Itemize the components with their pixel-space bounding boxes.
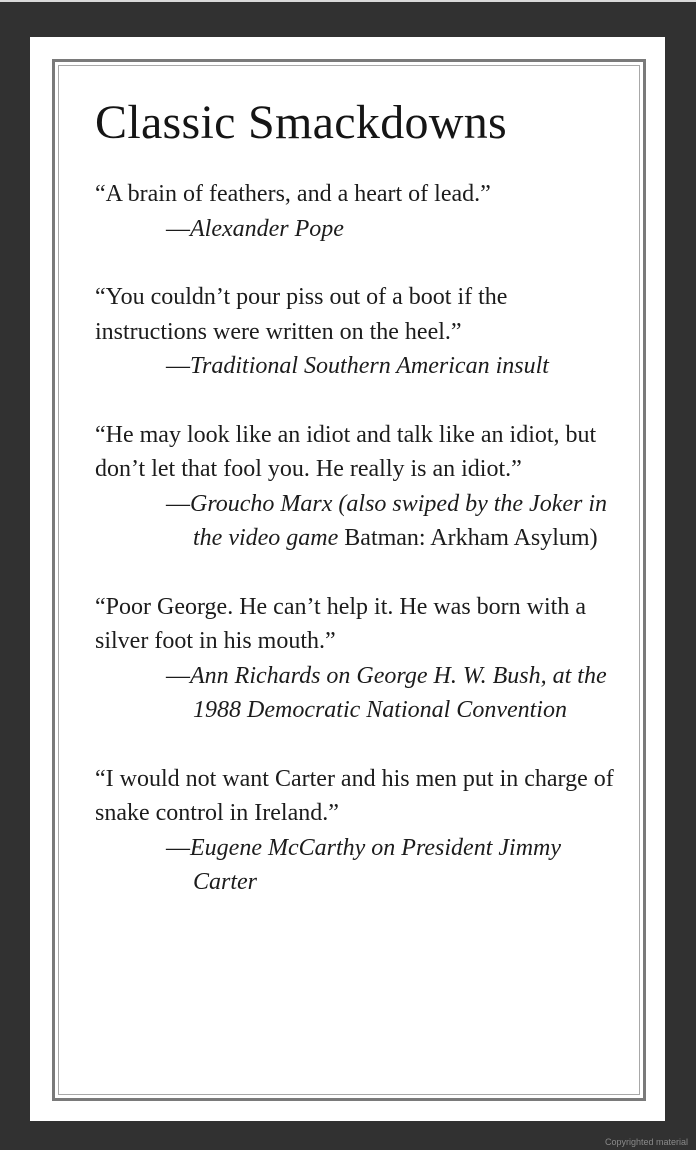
quote-attribution [95, 487, 615, 556]
attribution-dash: — [166, 490, 190, 517]
attribution-dash: — [166, 834, 190, 861]
attribution-text: Groucho Marx (also swiped by the Joker in the video game [190, 490, 608, 551]
attribution-dash: — [166, 353, 190, 379]
attribution-dash: — [166, 215, 190, 242]
page-title: Classic Smackdowns [95, 96, 508, 149]
quote-block [95, 418, 615, 556]
attribution-text: Eugene McCarthy on President Jimmy Carter [190, 834, 562, 895]
copyright-watermark: Copyrighted material [604, 1137, 688, 1147]
quote-block [95, 280, 615, 384]
quote-attribution [95, 831, 615, 900]
page-content [95, 96, 615, 934]
quote-text: “Poor George. He can’t help it. He was born with a silver foot in his mouth.” [95, 593, 586, 654]
attribution-game-title: Batman: Arkham Asylum [344, 525, 590, 551]
attribution-text: Alexander Pope [190, 215, 344, 242]
quote-block [95, 590, 615, 728]
quote-block [95, 177, 615, 246]
quote-attribution [95, 349, 615, 384]
quote-text: “He may look like an idiot and talk like an idiot, but don’t let that fool you. He really is an idiot.” [95, 421, 597, 482]
attribution-close-paren: ) [589, 525, 598, 551]
book-page [30, 37, 665, 1121]
attribution-text: Ann Richards on George H. W. Bush, at the 1988 Democratic National Convention [190, 662, 607, 723]
attribution-dash: — [166, 662, 190, 689]
top-edge [0, 0, 696, 2]
quote-block [95, 762, 615, 900]
quote-text: “I would not want Carter and his men put in charge of snake control in Ireland.” [95, 765, 614, 826]
quote-text: “A brain of feathers, and a heart of lead.” [95, 181, 491, 207]
quote-text: “You couldn’t pour piss out of a boot if the instructions were written on the heel.” [95, 284, 508, 345]
attribution-text: Traditional Southern American insult [190, 353, 549, 379]
quote-attribution [95, 212, 615, 247]
quote-attribution [95, 659, 615, 728]
